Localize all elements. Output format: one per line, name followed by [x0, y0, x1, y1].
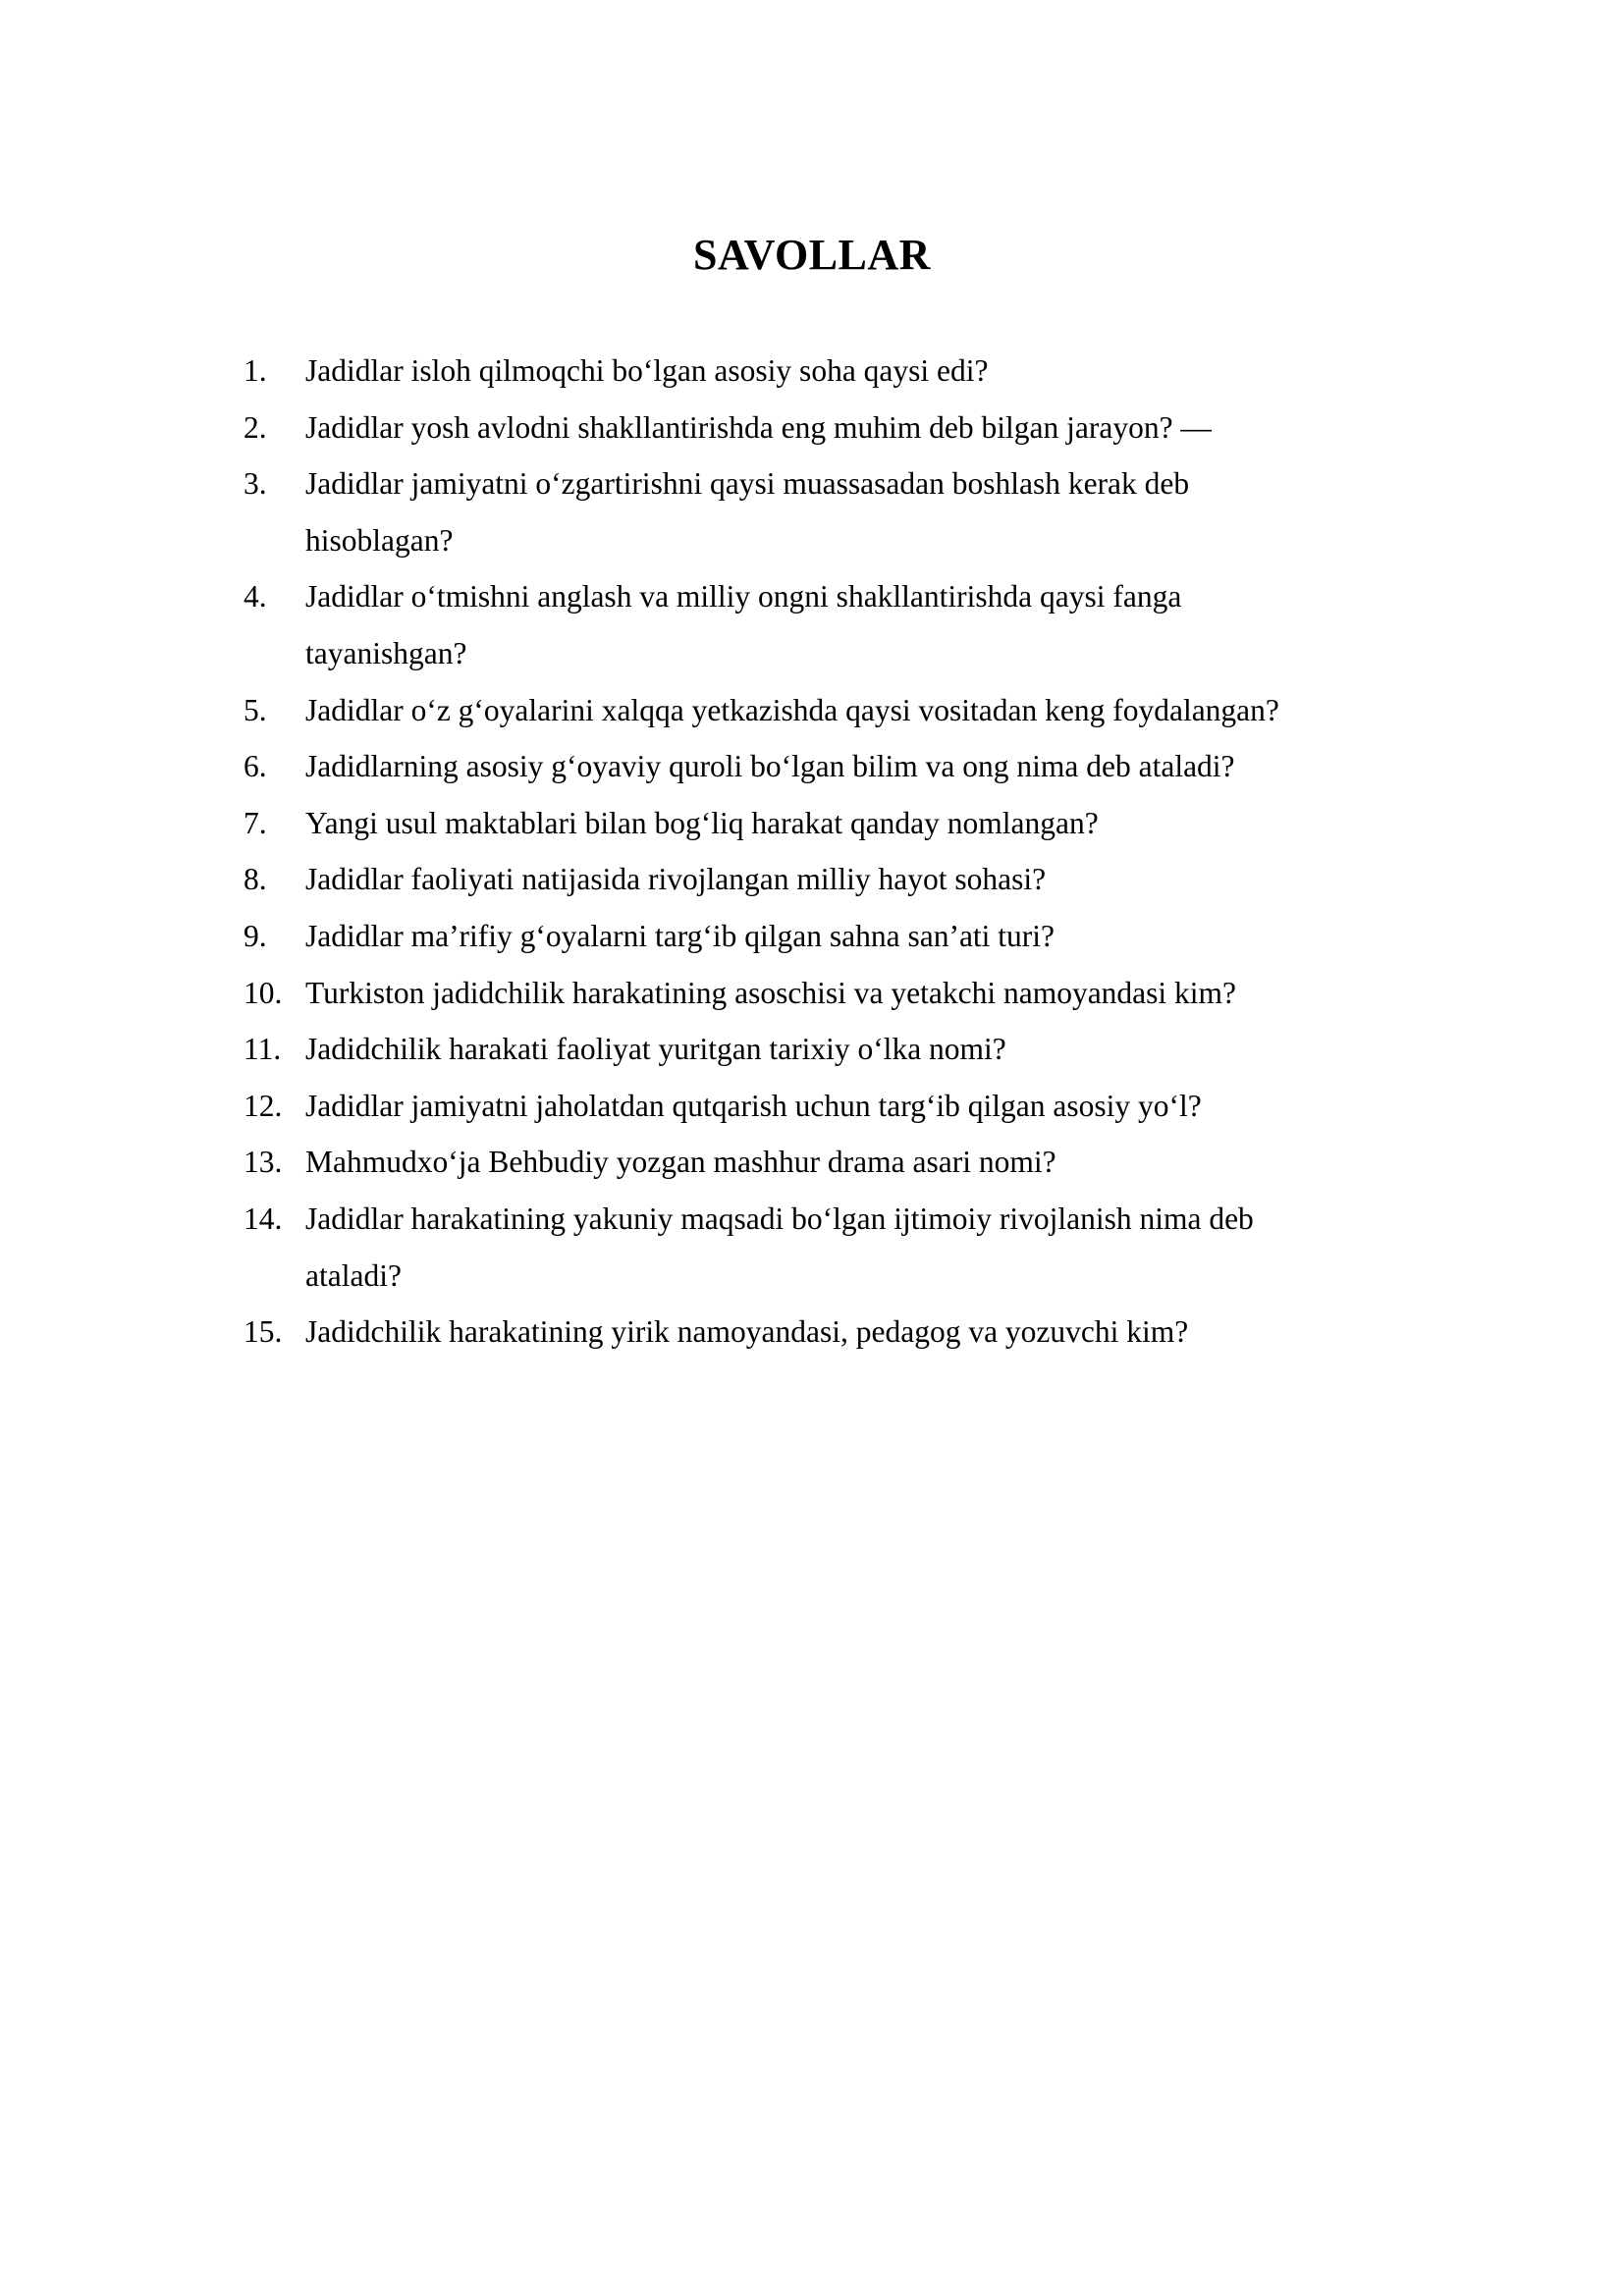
question-number: 15.: [244, 1314, 283, 1350]
question-text-line: ataladi?: [305, 1257, 402, 1293]
question-number: 3.: [244, 466, 267, 502]
question-text: [305, 455, 1402, 568]
question-item: [244, 908, 1402, 965]
question-text: [305, 1191, 1402, 1304]
question-text: Turkiston jadidchilik harakatining asoschisi va yetakchi namoyandasi kim?: [305, 975, 1237, 1010]
question-number: 6.: [244, 749, 267, 784]
question-item: [244, 400, 1402, 456]
question-text: Jadidchilik harakati faoliyat yuritgan tarixiy o‘lka nomi?: [305, 1032, 1006, 1067]
question-number: 5.: [244, 692, 267, 727]
question-text: Jadidlar isloh qilmoqchi bo‘lgan asosiy soha qaysi edi?: [305, 353, 989, 388]
question-item: [244, 1021, 1402, 1078]
question-text: Jadidlar ma’rifiy g‘oyalarni targ‘ib qilgan sahna san’ati turi?: [305, 918, 1056, 953]
question-number: 14.: [244, 1201, 283, 1236]
question-text: Jadidlar jamiyatni jaholatdan qutqarish uchun targ‘ib qilgan asosiy yo‘l?: [305, 1088, 1202, 1123]
question-text-line: tayanishgan?: [305, 635, 467, 670]
question-number: 8.: [244, 862, 267, 897]
question-number: 13.: [244, 1145, 283, 1180]
question-item: [244, 1078, 1402, 1135]
question-item: [244, 965, 1402, 1022]
question-item: [244, 851, 1402, 908]
question-text: Yangi usul maktablari bilan bog‘liq harakat qanday nomlangan?: [305, 805, 1099, 840]
question-text: [305, 568, 1402, 681]
question-item: [244, 455, 1402, 568]
question-item: [244, 1134, 1402, 1191]
question-number: 10.: [244, 975, 283, 1010]
page-title: SAVOLLAR: [693, 231, 931, 279]
question-text-line: Jadidlar o‘tmishni anglash va milliy ongni shakllantirishda qaysi fanga: [305, 579, 1182, 614]
question-number: 4.: [244, 579, 267, 614]
question-list: [244, 343, 1402, 1361]
question-text: Jadidchilik harakatining yirik namoyandasi, pedagog va yozuvchi kim?: [305, 1314, 1189, 1350]
question-number: 12.: [244, 1088, 283, 1123]
question-text-line: hisoblagan?: [305, 522, 454, 558]
question-text: Jadidlar yosh avlodni shakllantirishda eng muhim deb bilgan jarayon? —: [305, 409, 1212, 445]
question-text: Jadidlar faoliyati natijasida rivojlangan milliy hayot sohasi?: [305, 862, 1047, 897]
question-item: [244, 343, 1402, 400]
question-number: 7.: [244, 805, 267, 840]
question-item: [244, 568, 1402, 681]
question-item: [244, 1191, 1402, 1304]
question-text: Mahmudxo‘ja Behbudiy yozgan mashhur drama asari nomi?: [305, 1145, 1056, 1180]
question-item: [244, 738, 1402, 795]
question-number: 11.: [244, 1032, 282, 1067]
question-number: 1.: [244, 353, 267, 388]
question-text: Jadidlar o‘z g‘oyalarini xalqqa yetkazishda qaysi vositadan keng foydalangan?: [305, 692, 1279, 727]
question-text-line: Jadidlar jamiyatni o‘zgartirishni qaysi muassasadan boshlash kerak deb: [305, 466, 1190, 502]
question-number: 9.: [244, 918, 267, 953]
question-item: [244, 795, 1402, 852]
question-item: [244, 682, 1402, 739]
question-text-line: Jadidlar harakatining yakuniy maqsadi bo‘lgan ijtimoiy rivojlanish nima deb: [305, 1201, 1254, 1236]
question-number: 2.: [244, 409, 267, 445]
question-item: [244, 1304, 1402, 1361]
question-text: Jadidlarning asosiy g‘oyaviy quroli bo‘lgan bilim va ong nima deb ataladi?: [305, 749, 1235, 784]
